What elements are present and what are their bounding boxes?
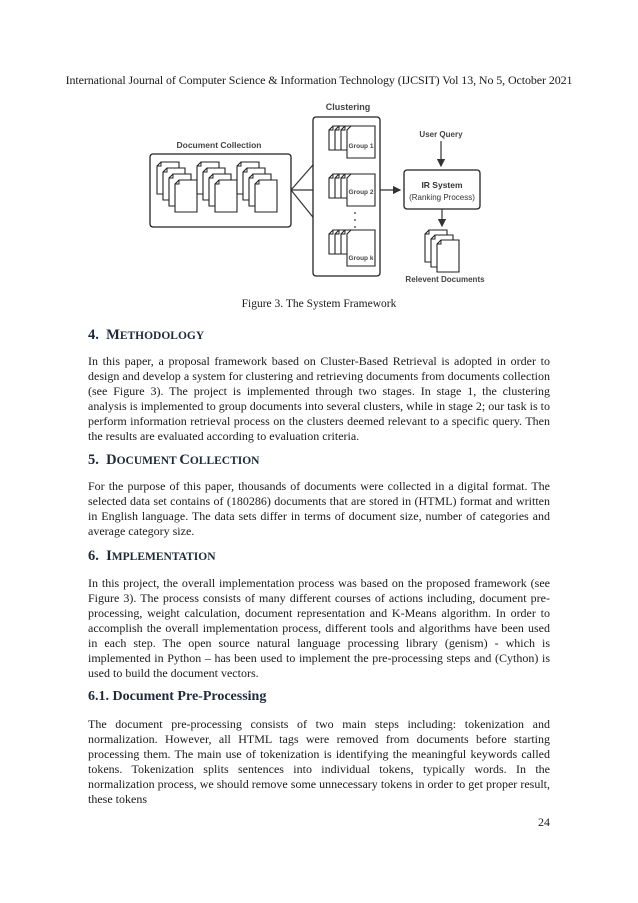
section-number: 4.	[88, 327, 99, 343]
system-framework-figure	[145, 96, 495, 286]
preprocessing-paragraph: The document pre-processing consists of two main steps including: tokenization and normalization. However, all HTML tags were removed from documents before starting processing them. The main use of tokenization is identifying the meaningful keywords called tokens. Tokenization splits sentences into individual tokens, typically words. In the normalization process, we should remove some unnecessary tokens in order to get proper result, these tokens	[88, 717, 550, 806]
section-heading-document-collection	[88, 452, 260, 469]
journal-header: International Journal of Computer Science & Information Technology (IJCSIT) Vol 13, No 5, October 2021	[65, 73, 573, 87]
ir-system-title: IR System	[421, 180, 463, 190]
section-title-initial: M	[106, 327, 120, 343]
document-collection-docs	[157, 162, 277, 212]
clustering-label: Clustering	[325, 102, 371, 112]
document-collection-label: Document Collection	[176, 140, 262, 150]
section-title-rest: MPLEMENTATION	[111, 551, 216, 563]
section-title-rest: ETHODOLOGY	[119, 330, 205, 342]
methodology-paragraph: In this paper, a proposal framework based on Cluster-Based Retrieval is adopted in order to design and develop a system for clustering and retrieving documents from documents collection (see Figure 3). The project is implemented through two stages. In stage 1, the clustering analysis is implemented to group documents into several clusters, while in stage 2; our task is to perform information retrieval process on the clusters deemed relevant to a specific query. Then the results are evaluated according to evaluation criteria.	[88, 354, 550, 443]
subsection-heading-preprocessing: 6.1. Document Pre-Processing	[88, 689, 267, 704]
section-number: 6.	[88, 548, 99, 564]
section-heading-implementation	[88, 548, 216, 565]
document-collection-paragraph: For the purpose of this paper, thousands of documents were collected in a digital format. The selected data set contains of (180286) documents that are stored in (HTML) format and written in English language. The data sets differ in terms of document size, number of categories and average category size.	[88, 479, 550, 538]
section-number: 5.	[88, 452, 99, 468]
ir-system-subtitle: (Ranking Process)	[409, 193, 475, 202]
section-heading-methodology	[88, 327, 204, 344]
page-number: 24	[538, 815, 550, 829]
group-1-label: Group 1	[348, 143, 374, 150]
group-k-label: Group k	[348, 255, 374, 262]
figure-caption: Figure 3. The System Framework	[241, 298, 397, 310]
section-title-rest: OCUMENT	[116, 455, 180, 467]
relevant-documents-docs	[425, 230, 459, 272]
implementation-paragraph: In this project, the overall implementation process was based on the proposed framework (see Figure 3). The process consists of many different courses of actions including, document pre-processing, weight calculation, document representation and K-Means algorithm. In order to accomplish the overall implementation process, different tools and algorithms have been used in each step. The open source natural language processing library (genism) - which is implemented in Python – has been used to implement the pre-processing steps and (Cython) is used to build the document vectors.	[88, 576, 550, 680]
section-title-initial: D	[106, 452, 117, 468]
section-title-initial: I	[106, 548, 112, 564]
section-title-rest-2: OLLECTION	[189, 455, 260, 467]
group-2-label: Group 2	[348, 189, 374, 196]
section-title-initial-2: C	[179, 452, 190, 468]
relevant-documents-label: Relevent Documents	[405, 275, 485, 284]
user-query-label: User Query	[419, 130, 463, 139]
